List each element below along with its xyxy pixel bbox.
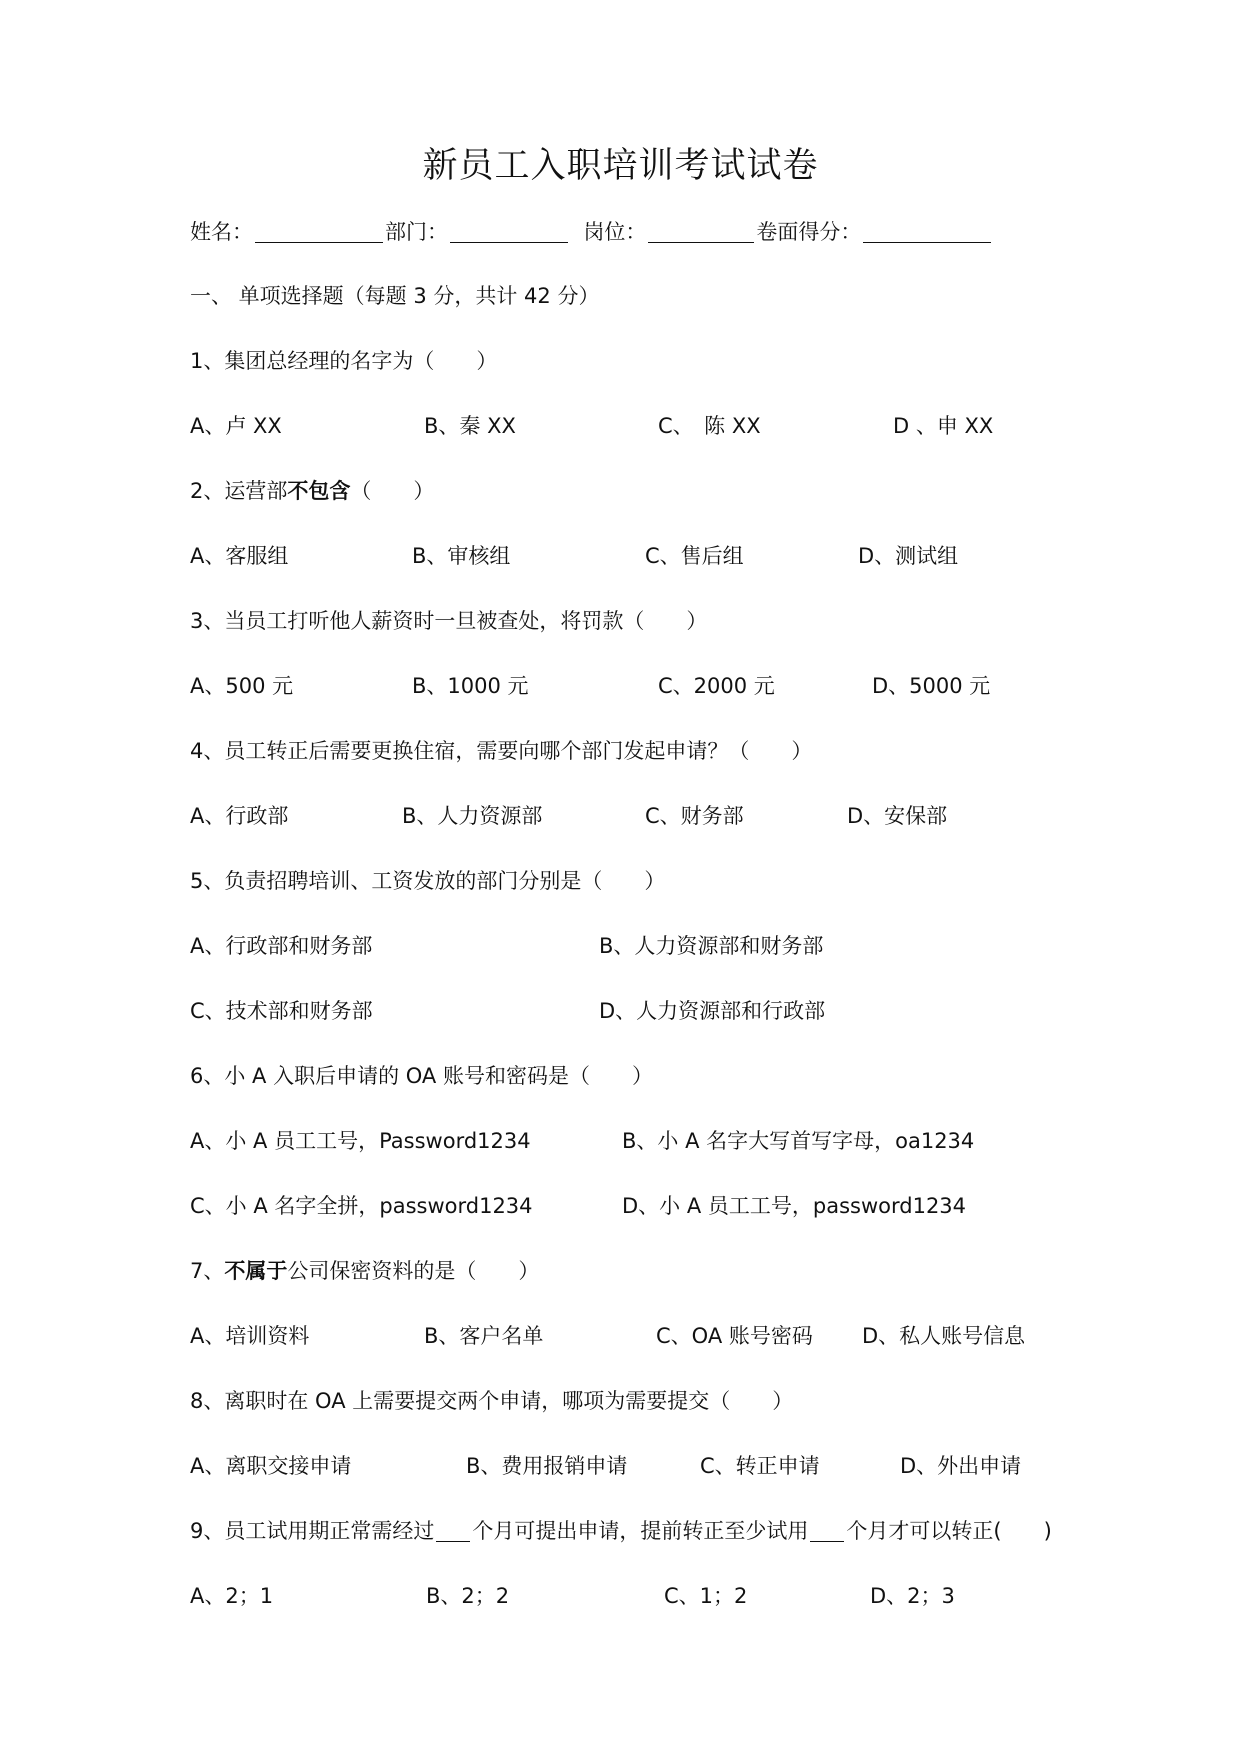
q2-option-b[interactable]: B、审核组 <box>412 544 511 568</box>
info-line <box>190 214 993 250</box>
q2-option-c[interactable]: C、售后组 <box>645 544 744 568</box>
question-7 <box>190 1253 539 1289</box>
position-label: 岗位： <box>583 220 647 244</box>
q6-option-b[interactable]: B、小 A 名字大写首写字母，oa1234 <box>622 1129 975 1153</box>
q9-blank-1[interactable] <box>436 1517 470 1542</box>
q7-option-d[interactable]: D、私人账号信息 <box>862 1324 1026 1348</box>
q9-option-b[interactable]: B、2；2 <box>426 1584 510 1608</box>
score-blank[interactable] <box>863 218 991 243</box>
q6-option-c[interactable]: C、小 A 名字全拼，password1234 <box>190 1194 533 1218</box>
name-blank[interactable] <box>255 218 383 243</box>
question-2 <box>190 473 434 509</box>
q1-option-a[interactable]: A、卢 XX <box>190 414 282 438</box>
q1-option-d[interactable]: D 、申 XX <box>893 414 994 438</box>
q7-text-end: 公司保密资料的是（ ） <box>287 1259 540 1283</box>
question-4: 4、员工转正后需要更换住宿，需要向哪个部门发起申请？（ ） <box>190 739 813 763</box>
q5-option-b[interactable]: B、人力资源部和财务部 <box>599 934 824 958</box>
q9-text-part2: 个月可提出申请，提前转正至少试用 <box>472 1519 809 1543</box>
section-heading: 一、 单项选择题（每题 3 分，共计 42 分） <box>190 284 600 308</box>
question-3: 3、当员工打听他人薪资时一旦被查处，将罚款（ ） <box>190 609 708 633</box>
q8-option-d[interactable]: D、外出申请 <box>900 1454 1022 1478</box>
q2-text-end: （ ） <box>350 479 435 503</box>
q2-option-d[interactable]: D、测试组 <box>858 544 959 568</box>
q7-text-start: 7、 <box>190 1259 225 1283</box>
q3-option-a[interactable]: A、500 元 <box>190 674 294 698</box>
q5-option-d[interactable]: D、人力资源部和行政部 <box>599 999 826 1023</box>
q6-option-a[interactable]: A、小 A 员工工号，Password1234 <box>190 1129 531 1153</box>
q6-option-d[interactable]: D、小 A 员工工号，password1234 <box>622 1194 967 1218</box>
position-blank[interactable] <box>648 218 754 243</box>
question-6: 6、小 A 入职后申请的 OA 账号和密码是（ ） <box>190 1064 653 1088</box>
q8-option-c[interactable]: C、转正申请 <box>700 1454 820 1478</box>
q9-blank-2[interactable] <box>810 1517 844 1542</box>
q2-text-start: 2、运营部 <box>190 479 288 503</box>
q9-option-c[interactable]: C、1；2 <box>664 1584 748 1608</box>
question-9 <box>190 1513 1052 1549</box>
q4-option-b[interactable]: B、人力资源部 <box>402 804 543 828</box>
q7-option-c[interactable]: C、OA 账号密码 <box>656 1324 813 1348</box>
q5-option-a[interactable]: A、行政部和财务部 <box>190 934 373 958</box>
q8-option-b[interactable]: B、费用报销申请 <box>466 1454 628 1478</box>
question-1: 1、集团总经理的名字为（ ） <box>190 349 498 373</box>
q7-option-a[interactable]: A、培训资料 <box>190 1324 310 1348</box>
question-8: 8、离职时在 OA 上需要提交两个申请，哪项为需要提交（ ） <box>190 1389 794 1413</box>
q4-option-c[interactable]: C、财务部 <box>645 804 744 828</box>
department-blank[interactable] <box>450 218 568 243</box>
q9-option-a[interactable]: A、2；1 <box>190 1584 274 1608</box>
q1-option-c[interactable]: C、 陈 XX <box>658 414 761 438</box>
department-label: 部门： <box>385 220 448 244</box>
q7-option-b[interactable]: B、客户名单 <box>424 1324 544 1348</box>
q1-option-b[interactable]: B、秦 XX <box>424 414 516 438</box>
q4-option-d[interactable]: D、安保部 <box>847 804 948 828</box>
q9-text-part3: 个月才可以转正( ) <box>846 1519 1052 1543</box>
question-5: 5、负责招聘培训、工资发放的部门分别是（ ） <box>190 869 666 893</box>
q4-option-a[interactable]: A、行政部 <box>190 804 289 828</box>
score-label: 卷面得分： <box>756 220 862 244</box>
name-label: 姓名： <box>190 220 253 244</box>
q5-option-c[interactable]: C、技术部和财务部 <box>190 999 373 1023</box>
q7-text-emphasis: 不属于 <box>224 1259 288 1283</box>
q8-option-a[interactable]: A、离职交接申请 <box>190 1454 352 1478</box>
q9-text-part1: 9、员工试用期正常需经过 <box>190 1519 435 1543</box>
exam-title: 新员工入职培训考试试卷 <box>422 146 819 186</box>
q9-option-d[interactable]: D、2；3 <box>870 1584 955 1608</box>
q2-option-a[interactable]: A、客服组 <box>190 544 289 568</box>
q2-text-emphasis: 不包含 <box>287 479 351 503</box>
q3-option-d[interactable]: D、5000 元 <box>872 674 991 698</box>
q3-option-c[interactable]: C、2000 元 <box>658 674 775 698</box>
q3-option-b[interactable]: B、1000 元 <box>412 674 529 698</box>
